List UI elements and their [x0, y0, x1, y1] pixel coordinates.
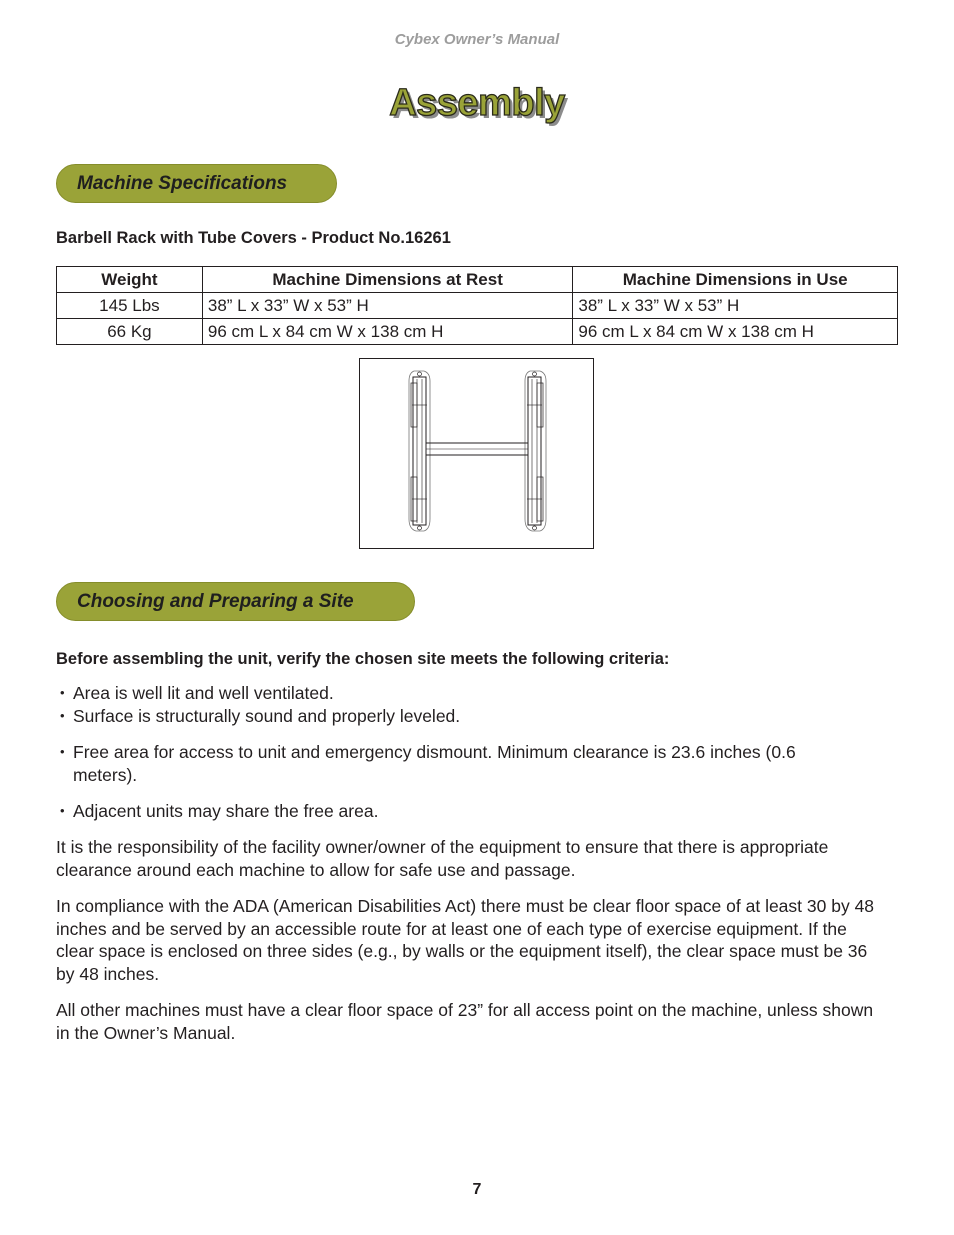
running-header: Cybex Owner’s Manual [394, 31, 560, 48]
bullet-icon: • [60, 708, 65, 723]
column-header-dimensions-use: Machine Dimensions in Use [573, 267, 898, 293]
list-item-text: Surface is structurally sound and properly leveled. [73, 706, 461, 726]
table-cell-dimensions-rest: 96 cm L x 84 cm W x 138 cm H [202, 319, 573, 345]
list-item-text: Adjacent units may share the free area. [73, 801, 379, 821]
table-row [57, 293, 898, 319]
column-header-dimensions-rest: Machine Dimensions at Rest [202, 267, 573, 293]
list-item [60, 741, 830, 786]
table-cell-weight: 66 Kg [57, 319, 203, 345]
list-item-text: Free area for access to unit and emergency dismount. Minimum clearance is 23.6 inches (0.6 meters). [73, 742, 796, 785]
page-title: Assembly [389, 82, 565, 124]
section-heading-machine-specifications: Machine Specifications [56, 164, 337, 203]
table-cell-dimensions-use: 38” L x 33” W x 53” H [573, 293, 898, 319]
section-heading-choosing-site: Choosing and Preparing a Site [56, 582, 415, 621]
table-cell-dimensions-use: 96 cm L x 84 cm W x 138 cm H [573, 319, 898, 345]
bullet-icon: • [60, 803, 65, 818]
list-item-text: Area is well lit and well ventilated. [73, 683, 334, 703]
paragraph-clearance-responsibility: It is the responsibility of the facility owner/owner of the equipment to ensure that there is appropriate clearance around each machine to allow for safe use and passage. [56, 837, 829, 880]
criteria-lead: Before assembling the unit, verify the chosen site meets the following criteria: [56, 650, 670, 668]
page-number: 7 [472, 1181, 482, 1198]
barbell-rack-top-view-figure [359, 358, 594, 549]
paragraph-ada-compliance: In compliance with the ADA (American Disabilities Act) there must be clear floor space of at least 30 by 48 inches and be served by an accessible route for at least one of each type of exercise equipment. If the clear space is enclosed on three sides (e.g., by walls or the equipment itself), the clear space must be 36 by 48 inches. [56, 896, 875, 984]
list-item [60, 705, 840, 728]
bullet-icon: • [60, 685, 65, 700]
table-row [57, 319, 898, 345]
table-cell-weight: 145 Lbs [57, 293, 203, 319]
list-item [60, 800, 840, 823]
table-header-row [57, 267, 898, 293]
column-header-weight: Weight [57, 267, 203, 293]
table-cell-dimensions-rest: 38” L x 33” W x 53” H [202, 293, 573, 319]
bullet-icon: • [60, 744, 65, 759]
specifications-table [56, 266, 898, 345]
list-item [60, 682, 840, 705]
barbell-rack-drawing [360, 359, 592, 547]
product-heading: Barbell Rack with Tube Covers - Product No.16261 [56, 229, 451, 247]
paragraph-other-machines: All other machines must have a clear floor space of 23” for all access point on the machine, unless shown in the Owner’s Manual. [56, 1000, 874, 1043]
